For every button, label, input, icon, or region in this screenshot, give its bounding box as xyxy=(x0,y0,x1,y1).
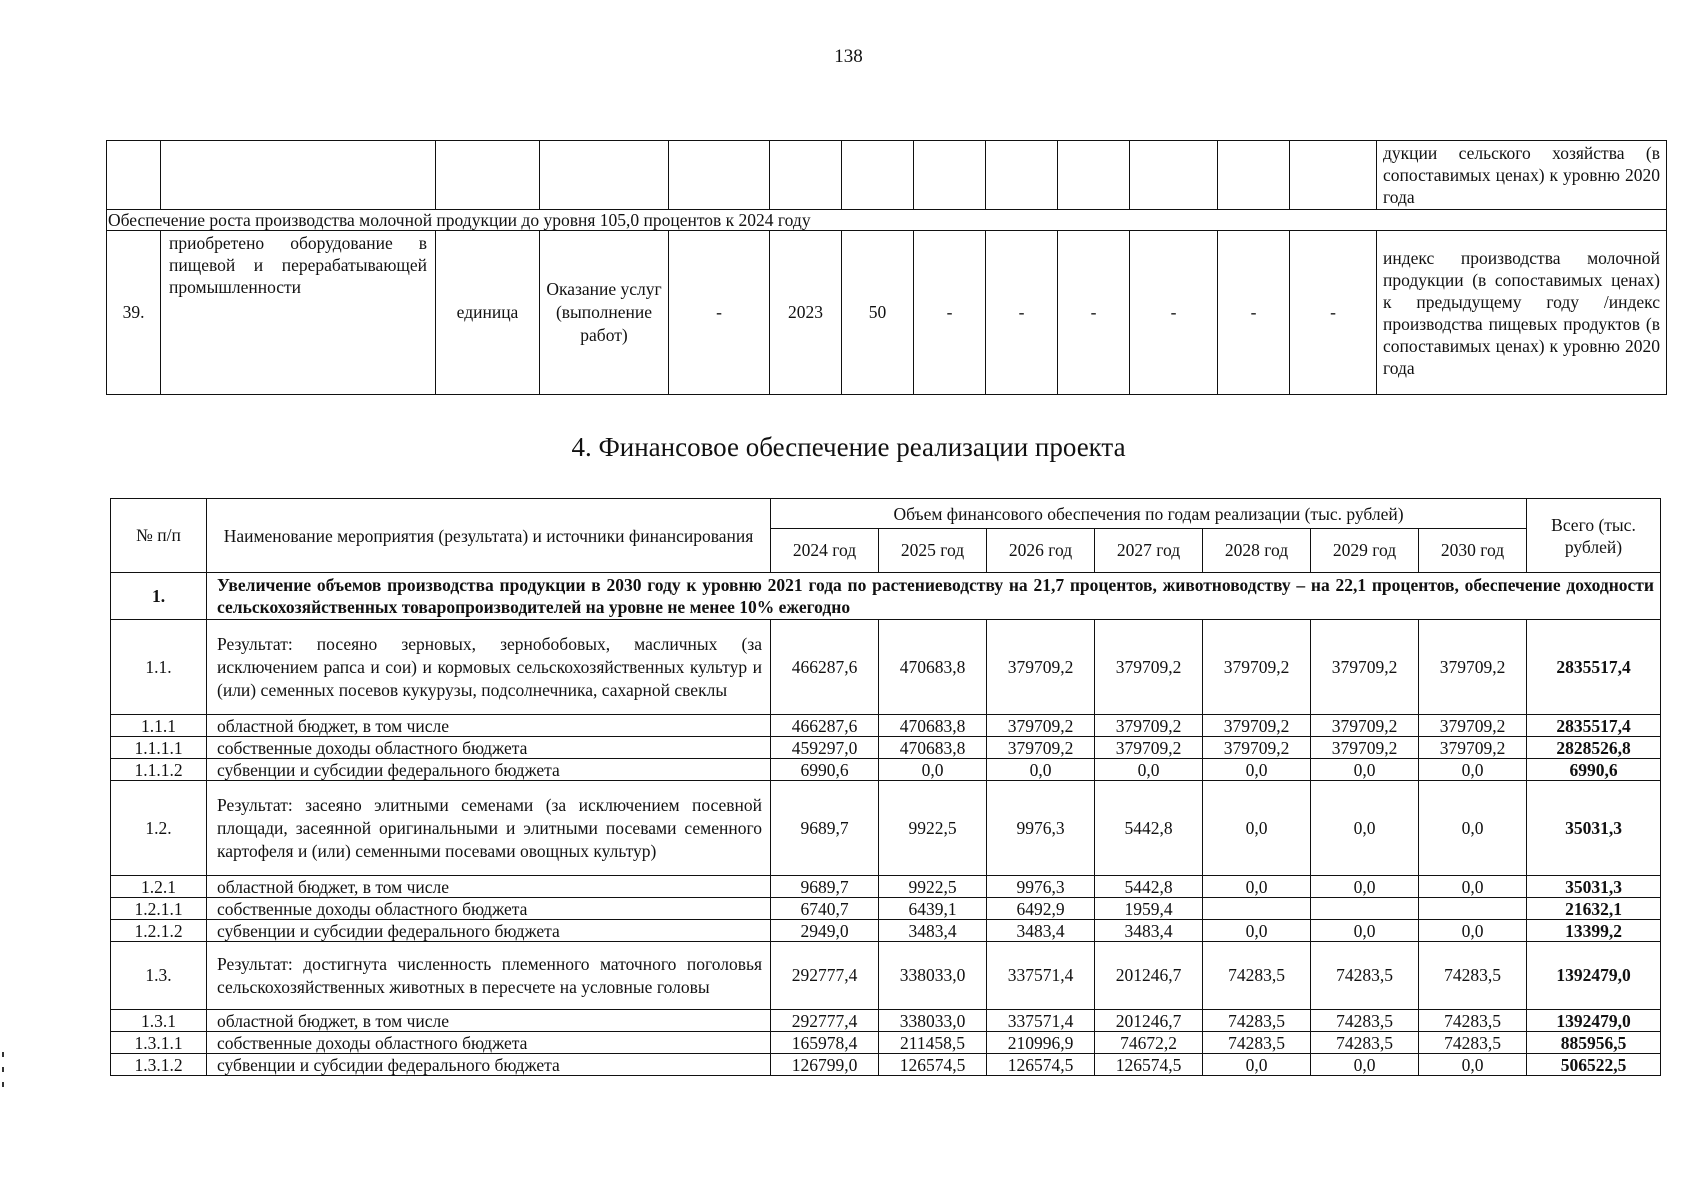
header-year: 2028 год xyxy=(1203,529,1311,573)
finance-row xyxy=(111,942,1661,1010)
row-name: субвенции и субсидии федерального бюджета xyxy=(207,759,771,781)
row-name: собственные доходы областного бюджета xyxy=(207,1032,771,1054)
year-amount: 379709,2 xyxy=(1311,620,1419,715)
year-amount: 0,0 xyxy=(1095,759,1203,781)
year-amount: 379709,2 xyxy=(1095,620,1203,715)
row-number: 39. xyxy=(107,231,161,395)
year-amount: 6492,9 xyxy=(987,898,1095,920)
year-amount: 201246,7 xyxy=(1095,942,1203,1010)
year-amount: 379709,2 xyxy=(1203,737,1311,759)
year-amount: 165978,4 xyxy=(771,1032,879,1054)
row-total: 2828526,8 xyxy=(1527,737,1661,759)
header-year: 2025 год xyxy=(879,529,987,573)
year-amount: 6439,1 xyxy=(879,898,987,920)
finance-table xyxy=(110,498,1661,1076)
year-amount: 0,0 xyxy=(1203,876,1311,898)
year-amount: 379709,2 xyxy=(1419,715,1527,737)
header-row xyxy=(111,499,1661,529)
row-total: 1392479,0 xyxy=(1527,942,1661,1010)
task-text: Увеличение объемов производства продукции в 2030 году к уровню 2021 года по растениеводству на 21,7 процентов, животноводству – на 22,1 процентов, обеспечение доходности сельскохозяйственных товаропроизводителей на уровне не менее 10% ежегодно xyxy=(207,573,1661,620)
year-amount xyxy=(1203,898,1311,920)
year-amount: 74283,5 xyxy=(1203,942,1311,1010)
year-amount: 6740,7 xyxy=(771,898,879,920)
row-total: 35031,3 xyxy=(1527,876,1661,898)
year-amount: 1959,4 xyxy=(1095,898,1203,920)
row-num: 1.1.1.1 xyxy=(111,737,207,759)
year-amount: 9922,5 xyxy=(879,876,987,898)
row-name: областной бюджет, в том числе xyxy=(207,1010,771,1032)
row-num: 1.2.1.1 xyxy=(111,898,207,920)
finance-row xyxy=(111,876,1661,898)
year-value: - xyxy=(1218,231,1290,395)
year-amount: 126574,5 xyxy=(879,1054,987,1076)
row-num: 1.2.1.2 xyxy=(111,920,207,942)
base-value: - xyxy=(669,231,770,395)
year-amount: 74283,5 xyxy=(1203,1010,1311,1032)
year-amount: 126574,5 xyxy=(1095,1054,1203,1076)
year-amount: 466287,6 xyxy=(771,620,879,715)
year-amount: 379709,2 xyxy=(1419,737,1527,759)
row-num: 1.3. xyxy=(111,942,207,1010)
target-value: 50 xyxy=(842,231,914,395)
year-amount: 74283,5 xyxy=(1311,1010,1419,1032)
task-row xyxy=(111,573,1661,620)
header-year: 2026 год xyxy=(987,529,1095,573)
row-total: 506522,5 xyxy=(1527,1054,1661,1076)
year-amount: 0,0 xyxy=(1203,781,1311,876)
year-value: - xyxy=(1130,231,1218,395)
year-amount: 5442,8 xyxy=(1095,876,1203,898)
year-amount: 0,0 xyxy=(987,759,1095,781)
row-name: областной бюджет, в том числе xyxy=(207,715,771,737)
header-total: Всего (тыс. рублей) xyxy=(1527,499,1661,573)
finance-row xyxy=(111,781,1661,876)
row-total: 13399,2 xyxy=(1527,920,1661,942)
year-amount xyxy=(1311,898,1419,920)
year-amount: 337571,4 xyxy=(987,942,1095,1010)
year-amount: 9976,3 xyxy=(987,876,1095,898)
year-amount: 9689,7 xyxy=(771,876,879,898)
year-amount: 126799,0 xyxy=(771,1054,879,1076)
header-year: 2030 год xyxy=(1419,529,1527,573)
row-num: 1.1. xyxy=(111,620,207,715)
year-amount: 292777,4 xyxy=(771,942,879,1010)
result-name: приобретено оборудование в пищевой и перерабатывающей промышленности xyxy=(161,231,436,395)
year-amount: 379709,2 xyxy=(1203,620,1311,715)
year-amount: 379709,2 xyxy=(987,737,1095,759)
year-amount: 0,0 xyxy=(1311,781,1419,876)
year-amount: 379709,2 xyxy=(1095,715,1203,737)
row-name: Результат: посеяно зерновых, зернобобовых, масличных (за исключением рапса и сои) и кормовых сельскохозяйственных культур и (или) семенных посевов кукурузы, подсолнечника, сахарной свеклы xyxy=(207,620,771,715)
year-amount: 459297,0 xyxy=(771,737,879,759)
section-header-row xyxy=(107,210,1667,231)
header-num: № п/п xyxy=(111,499,207,573)
base-year: 2023 xyxy=(770,231,842,395)
year-amount: 470683,8 xyxy=(879,737,987,759)
year-amount: 201246,7 xyxy=(1095,1010,1203,1032)
finance-row xyxy=(111,737,1661,759)
row-name: собственные доходы областного бюджета xyxy=(207,737,771,759)
year-amount: 379709,2 xyxy=(1311,715,1419,737)
year-amount: 74283,5 xyxy=(1419,1032,1527,1054)
year-amount: 3483,4 xyxy=(1095,920,1203,942)
header-year: 2027 год xyxy=(1095,529,1203,573)
page-number: 138 xyxy=(834,46,863,67)
year-amount: 0,0 xyxy=(1203,920,1311,942)
year-amount: 470683,8 xyxy=(879,620,987,715)
year-amount xyxy=(1419,898,1527,920)
year-amount: 0,0 xyxy=(1419,781,1527,876)
row-num: 1.3.1 xyxy=(111,1010,207,1032)
year-value: - xyxy=(914,231,986,395)
task-num: 1. xyxy=(111,573,207,620)
year-amount: 3483,4 xyxy=(987,920,1095,942)
year-amount: 379709,2 xyxy=(1203,715,1311,737)
year-amount: 379709,2 xyxy=(1095,737,1203,759)
year-amount: 0,0 xyxy=(1419,759,1527,781)
section-title: 4. Финансовое обеспечение реализации проекта xyxy=(571,432,1126,462)
year-amount: 292777,4 xyxy=(771,1010,879,1032)
row-num: 1.1.1.2 xyxy=(111,759,207,781)
finance-row xyxy=(111,759,1661,781)
year-amount: 0,0 xyxy=(1311,876,1419,898)
year-amount: 9922,5 xyxy=(879,781,987,876)
row-total: 1392479,0 xyxy=(1527,1010,1661,1032)
header-name: Наименование мероприятия (результата) и источники финансирования xyxy=(207,499,771,573)
row-num: 1.2. xyxy=(111,781,207,876)
year-amount: 0,0 xyxy=(1203,759,1311,781)
year-value: - xyxy=(986,231,1058,395)
year-amount: 338033,0 xyxy=(879,942,987,1010)
header-year: 2029 год xyxy=(1311,529,1419,573)
row-name: Результат: достигнута численность племенного маточного поголовья сельскохозяйственных животных в пересчете на условные головы xyxy=(207,942,771,1010)
year-amount: 74283,5 xyxy=(1311,1032,1419,1054)
year-amount: 210996,9 xyxy=(987,1032,1095,1054)
year-amount: 211458,5 xyxy=(879,1032,987,1054)
year-amount: 74283,5 xyxy=(1419,1010,1527,1032)
year-value: - xyxy=(1290,231,1377,395)
header-volume: Объем финансового обеспечения по годам реализации (тыс. рублей) xyxy=(771,499,1527,529)
row-total: 2835517,4 xyxy=(1527,715,1661,737)
row-num: 1.2.1 xyxy=(111,876,207,898)
year-amount: 6990,6 xyxy=(771,759,879,781)
year-amount: 0,0 xyxy=(1311,920,1419,942)
row-total: 21632,1 xyxy=(1527,898,1661,920)
year-amount: 0,0 xyxy=(879,759,987,781)
year-amount: 9689,7 xyxy=(771,781,879,876)
year-amount: 3483,4 xyxy=(879,920,987,942)
row-name: собственные доходы областного бюджета xyxy=(207,898,771,920)
year-amount: 379709,2 xyxy=(987,715,1095,737)
year-amount: 74283,5 xyxy=(1311,942,1419,1010)
row-total: 2835517,4 xyxy=(1527,620,1661,715)
section-header: Обеспечение роста производства молочной продукции до уровня 105,0 процентов к 2024 году xyxy=(107,210,1667,231)
year-amount: 0,0 xyxy=(1311,1054,1419,1076)
year-amount: 74672,2 xyxy=(1095,1032,1203,1054)
year-amount: 0,0 xyxy=(1419,1054,1527,1076)
year-amount: 337571,4 xyxy=(987,1010,1095,1032)
finance-row xyxy=(111,920,1661,942)
year-value: - xyxy=(1058,231,1130,395)
row-num: 1.3.1.1 xyxy=(111,1032,207,1054)
header-year: 2024 год xyxy=(771,529,879,573)
year-amount: 470683,8 xyxy=(879,715,987,737)
year-amount: 0,0 xyxy=(1419,876,1527,898)
year-amount: 2949,0 xyxy=(771,920,879,942)
indicator-continuation-row xyxy=(107,141,1667,210)
indicator-text: дукции сельского хозяйства (в сопоставимых ценах) к уровню 2020 года xyxy=(1377,141,1667,210)
year-amount: 379709,2 xyxy=(1419,620,1527,715)
year-amount: 466287,6 xyxy=(771,715,879,737)
year-amount: 74283,5 xyxy=(1419,942,1527,1010)
year-amount: 126574,5 xyxy=(987,1054,1095,1076)
year-amount: 0,0 xyxy=(1311,759,1419,781)
row-num: 1.3.1.2 xyxy=(111,1054,207,1076)
year-amount: 0,0 xyxy=(1419,920,1527,942)
year-amount: 338033,0 xyxy=(879,1010,987,1032)
finance-row xyxy=(111,715,1661,737)
indicators-table xyxy=(106,140,1667,395)
row-name: субвенции и субсидии федерального бюджета xyxy=(207,920,771,942)
finance-row xyxy=(111,1010,1661,1032)
year-amount: 74283,5 xyxy=(1203,1032,1311,1054)
row-name: Результат: засеяно элитными семенами (за исключением посевной площади, засеянной оригинальными и элитными посевами семенного картофеля и (или) семенными посевами овощных культур) xyxy=(207,781,771,876)
unit: единица xyxy=(436,231,540,395)
year-amount: 379709,2 xyxy=(987,620,1095,715)
row-total: 35031,3 xyxy=(1527,781,1661,876)
finance-row xyxy=(111,620,1661,715)
year-amount: 9976,3 xyxy=(987,781,1095,876)
year-amount: 5442,8 xyxy=(1095,781,1203,876)
result-type: Оказание услуг (выполнение работ) xyxy=(540,231,669,395)
finance-row xyxy=(111,1054,1661,1076)
row-name: областной бюджет, в том числе xyxy=(207,876,771,898)
finance-row xyxy=(111,898,1661,920)
row-total: 6990,6 xyxy=(1527,759,1661,781)
indicator-text: индекс производства молочной продукции (в сопоставимых ценах) к предыдущему году /индекс производства пищевых продуктов (в сопоставимых ценах) к уровню 2020 года xyxy=(1377,231,1667,395)
row-num: 1.1.1 xyxy=(111,715,207,737)
indicator-row-39 xyxy=(107,231,1667,395)
row-total: 885956,5 xyxy=(1527,1032,1661,1054)
year-amount: 379709,2 xyxy=(1311,737,1419,759)
row-name: субвенции и субсидии федерального бюджета xyxy=(207,1054,771,1076)
margin-marks xyxy=(2,1052,6,1097)
year-amount: 0,0 xyxy=(1203,1054,1311,1076)
finance-row xyxy=(111,1032,1661,1054)
